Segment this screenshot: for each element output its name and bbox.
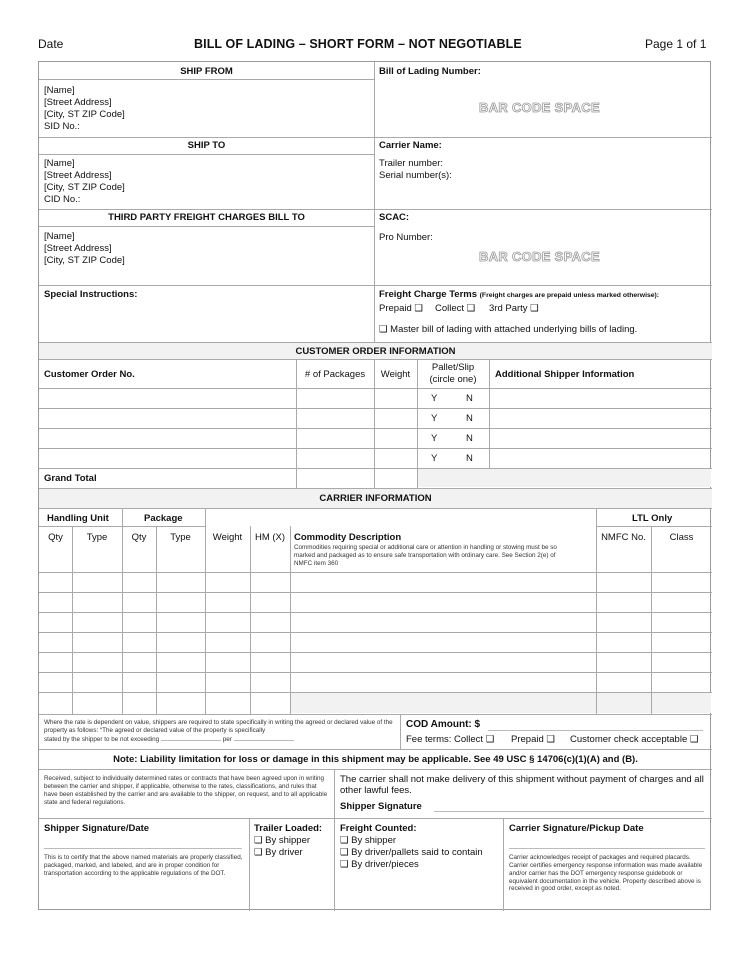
collect-checkbox[interactable]: Collect ❑	[435, 303, 476, 314]
cod-amount-label: COD Amount: $	[406, 719, 481, 730]
carrier-signature-label: Carrier Signature/Pickup Date	[509, 823, 644, 834]
yes-option-1[interactable]: Y	[431, 393, 438, 404]
per-field[interactable]	[234, 740, 294, 741]
trailer-number-label: Trailer number:	[379, 158, 444, 169]
pkg-qty-header: Qty	[131, 532, 147, 543]
serial-numbers-label: Serial number(s):	[379, 170, 452, 181]
col-pallet-slip: Pallet/Slip	[431, 362, 475, 373]
freight-terms-note: (Freight charges are prepaid unless marked otherwise):	[479, 292, 660, 299]
col-weight: Weight	[380, 369, 411, 380]
declared-value-line	[44, 736, 294, 744]
cod-amount-field[interactable]	[488, 730, 703, 731]
special-instructions-label: Special Instructions:	[44, 289, 138, 300]
liability-note: Note: Liability limitation for loss or damage in this shipment may be applicable. See 49 USC § 14706(c)(1)(A) and (B).	[113, 754, 638, 765]
ship-from-name[interactable]: [Name]	[44, 85, 75, 96]
ship-to-street[interactable]: [Street Address]	[44, 170, 112, 181]
ship-from-heading: SHIP FROM	[180, 66, 233, 77]
yes-option-3[interactable]: Y	[431, 433, 438, 444]
scac-label: SCAC:	[379, 212, 410, 223]
shipper-signature-field[interactable]	[434, 811, 704, 812]
shipper-signature-label: Shipper Signature	[340, 801, 422, 812]
third-party-street[interactable]: [Street Address]	[44, 243, 112, 254]
master-bol-checkbox[interactable]: ❑ Master bill of lading with attached underlying bills of lading.	[379, 324, 638, 335]
declared-value-text: stated by the shipper to be not exceeding	[44, 736, 160, 743]
freight-terms-label: Freight Charge Terms	[379, 289, 478, 300]
col-circle-one: (circle one)	[429, 374, 477, 385]
shipper-signature-date-field[interactable]	[44, 848, 242, 849]
third-party-heading: THIRD PARTY FREIGHT CHARGES BILL TO	[108, 212, 305, 223]
freight-counted-label: Freight Counted:	[340, 823, 417, 834]
trailer-loaded-label: Trailer Loaded:	[254, 823, 323, 834]
barcode-space-2: BAR CODE SPACE	[479, 249, 600, 264]
carrier-delivery-note: The carrier shall not make delivery of this shipment without payment of charges and all other lawful fees.	[340, 774, 704, 797]
third-party-city[interactable]: [City, ST ZIP Code]	[44, 255, 125, 266]
col-additional-info: Additional Shipper Information	[495, 369, 635, 380]
customer-order-heading: CUSTOMER ORDER INFORMATION	[295, 346, 456, 357]
ship-to-heading: SHIP TO	[187, 140, 226, 151]
carrier-name-label: Carrier Name:	[379, 140, 442, 151]
cid-label: CID No.:	[44, 194, 81, 205]
bol-number-label: Bill of Lading Number:	[379, 66, 481, 77]
hm-header: HM (X)	[254, 532, 286, 543]
pro-number-label: Pro Number:	[379, 232, 433, 243]
col-packages: # of Packages	[304, 369, 366, 380]
no-option-1[interactable]: N	[466, 393, 473, 404]
no-option-2[interactable]: N	[466, 413, 473, 424]
counted-by-driver-pallets-checkbox[interactable]: ❑ By driver/pallets said to contain	[340, 847, 483, 858]
package-label: Package	[144, 513, 183, 524]
prepaid-checkbox[interactable]: Prepaid ❑	[379, 303, 423, 314]
received-terms: Received, subject to individually determined rates or contracts that have been agreed upon in writing between the carrier and shipper, if applicable, otherwise to the rates, classifications, and rules that have been established by the carrier and are available to the shipper, on request, and to all applicable state and federal regulations.	[44, 775, 328, 806]
no-option-4[interactable]: N	[466, 453, 473, 464]
fee-customer-check-checkbox[interactable]: Customer check acceptable ❑	[570, 734, 699, 745]
handling-unit-label: Handling Unit	[47, 513, 109, 524]
shipper-certification: This is to certify that the above named materials are properly classified, packaged, marked, and labeled, and are in proper condition for transportation according to the applicable regulations of the DOT.	[44, 854, 243, 877]
third-party-checkbox[interactable]: 3rd Party ❑	[489, 303, 539, 314]
carrier-acknowledgement: Carrier acknowledges receipt of packages and required placards. Carrier certifies emergency response information was made available and/or carrier has the DOT emergency response guidebook or equivalent documentation in the vehicle. Property described above is received in good order, except as noted.	[509, 854, 703, 893]
nmfc-header: NMFC No.	[601, 532, 646, 543]
declared-value-field[interactable]	[161, 740, 221, 741]
loaded-by-shipper-checkbox[interactable]: ❑ By shipper	[254, 835, 311, 846]
hu-qty-header: Qty	[48, 532, 63, 543]
ltl-only-label: LTL Only	[632, 513, 673, 524]
ship-from-street[interactable]: [Street Address]	[44, 97, 112, 108]
grand-total-label: Grand Total	[44, 473, 97, 484]
ship-to-city[interactable]: [City, ST ZIP Code]	[44, 182, 125, 193]
weight-header: Weight	[212, 532, 243, 543]
col-customer-order-no: Customer Order No.	[44, 369, 135, 380]
fee-prepaid-checkbox[interactable]: Prepaid ❑	[511, 734, 555, 745]
carrier-info-heading: CARRIER INFORMATION	[319, 493, 432, 504]
class-header: Class	[669, 532, 694, 543]
freight-charge-terms	[379, 289, 659, 300]
date-label: Date	[38, 37, 64, 51]
ship-from-city[interactable]: [City, ST ZIP Code]	[44, 109, 125, 120]
commodity-description-header: Commodity Description	[294, 532, 402, 543]
pkg-type-header: Type	[170, 532, 191, 543]
fee-collect-checkbox[interactable]: Fee terms: Collect ❑	[406, 734, 495, 745]
page-title: BILL OF LADING – SHORT FORM – NOT NEGOTIABLE	[194, 37, 522, 51]
barcode-space: BAR CODE SPACE	[479, 100, 600, 115]
ship-to-name[interactable]: [Name]	[44, 158, 75, 169]
bill-of-lading-form	[38, 61, 711, 910]
yes-option-2[interactable]: Y	[431, 413, 438, 424]
shipper-signature-date-label: Shipper Signature/Date	[44, 823, 150, 834]
counted-by-driver-pieces-checkbox[interactable]: ❑ By driver/pieces	[340, 859, 419, 870]
carrier-signature-field[interactable]	[509, 848, 705, 849]
loaded-by-driver-checkbox[interactable]: ❑ By driver	[254, 847, 303, 858]
commodity-note: Commodities requiring special or additional care or attention in handling or stowing must be so marked and packaged as to ensure safe transportation with ordinary care. See Section 2(e) of NMFC item 360	[294, 544, 557, 567]
per-label: per	[222, 736, 232, 743]
page-number: Page 1 of 1	[645, 37, 707, 51]
hu-type-header: Type	[86, 532, 108, 543]
third-party-name[interactable]: [Name]	[44, 231, 75, 242]
no-option-3[interactable]: N	[466, 433, 473, 444]
counted-by-shipper-checkbox[interactable]: ❑ By shipper	[340, 835, 397, 846]
sid-label: SID No.:	[44, 121, 80, 132]
declared-value-note: Where the rate is dependent on value, shippers are required to state specifically in writing the agreed or declared value of the property as follows: “The agreed or declared value of the property is specifically	[44, 719, 393, 734]
yes-option-4[interactable]: Y	[431, 453, 438, 464]
